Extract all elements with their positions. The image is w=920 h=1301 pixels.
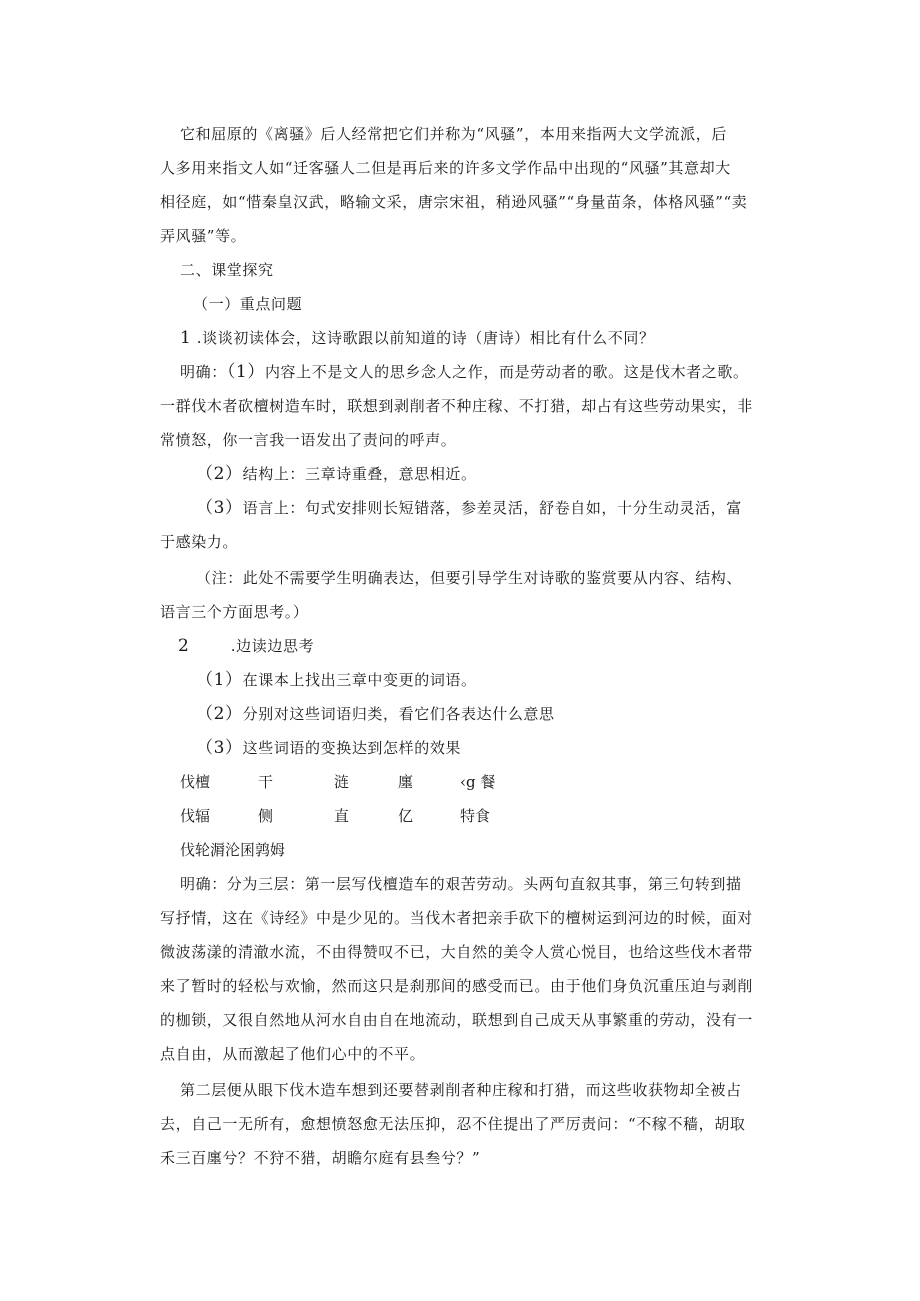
paragraph-line: 人多用来指文人如“迁客骚人二但是再后来的许多文学作品中出现的“风骚”其意却大 [160, 159, 731, 177]
note-line: 语言三个方面思考。） [160, 603, 309, 621]
item-text: 分别对这些词语归类，看它们各表达什么意思 [242, 705, 555, 723]
word-cell: 直 [334, 807, 350, 825]
question-text: .边读边思考 [230, 637, 315, 655]
answer-line [196, 498, 742, 518]
answer-line [196, 464, 477, 484]
answer-line: 微波荡漾的清澈水流，不由得赞叹不已，大自然的美令人赏心悦目，也给这些伐木者带 [160, 943, 753, 961]
word-cell: 特食 [460, 807, 491, 825]
question-text: .谈谈初读体会，这诗歌跟以前知道的诗（唐诗）相比有什么不同？ [196, 329, 655, 347]
list-item [196, 738, 461, 758]
answer-lead: 明确： [180, 363, 227, 381]
word-cell: 伐辐 [180, 807, 211, 825]
item-number: （3） [196, 498, 243, 518]
word-cell: 亿 [398, 807, 414, 825]
list-item [196, 670, 477, 690]
word-cell: 干 [258, 773, 274, 791]
item-number: （3） [196, 738, 243, 758]
paragraph-line: 它和屈原的《离骚》后人经常把它们并称为“风骚”，本用来指两大文学流派，后 [180, 125, 727, 143]
question-number: 2 [178, 636, 190, 656]
item-number: （1） [196, 670, 243, 690]
word-cell: 伐檀 [180, 773, 211, 791]
answer-line: 一群伐木者砍檀树造车时，联想到剥削者不种庄稼、不打猎，却占有这些劳动果实，非 [160, 397, 753, 415]
answer-text: 内容上不是文人的思乡念人之作，而是劳动者的歌。这是伐木者之歌。 [264, 363, 749, 381]
question-number: 1 [180, 328, 192, 348]
paragraph-line: 去，自己一无所有，愈想愤怒愈无法压抑，忍不住提出了严厉责问：“不稼不穑，胡取 [160, 1115, 746, 1133]
answer-line: 来了暂时的轻松与欢愉，然而这只是刹那间的感受而已。由于他们身负沉重压迫与剥削 [160, 977, 753, 995]
question-1 [180, 328, 655, 348]
answer-text: 结构上：三章诗重叠，意思相近。 [242, 465, 477, 483]
list-item [196, 704, 555, 724]
paragraph-line: 禾三百廛兮？不狩不猎，胡瞻尔庭有县叁兮？” [160, 1149, 481, 1167]
answer-text: 语言上：句式安排则长短错落，参差灵活，舒卷自如，十分生动灵活，富 [242, 499, 742, 517]
word-row: 伐轮漘沦囷鹑姆 [180, 841, 286, 859]
paragraph-line: 第二层便从眼下伐木造车想到还要替剥削者种庄稼和打猎，而这些收获物却全被占 [180, 1081, 742, 1099]
word-cell: 涟 [334, 773, 350, 791]
answer-line: 写抒情，这在《诗经》中是少见的。当伐木者把亲手砍下的檀树运到河边的时候，面对 [160, 909, 753, 927]
word-cell: 侧 [258, 807, 274, 825]
answer-line: 点自由，从而激起了他们心中的不平。 [160, 1045, 426, 1063]
question-2 [178, 636, 314, 656]
note-line: （注：此处不需要学生明确表达，但要引导学生对诗歌的鉴赏要从内容、结构、 [196, 569, 743, 587]
section-title: 二、课堂探究 [180, 261, 274, 279]
answer-line [180, 362, 749, 382]
item-number: （2） [196, 704, 243, 724]
item-text: 这些词语的变换达到怎样的效果 [242, 739, 462, 757]
answer-line: 于感染力。 [160, 533, 239, 551]
word-cell: 廛 [398, 773, 414, 791]
answer-line: 的枷锁，又很自然地从河水自由自在地流动，联想到自己成天从事繁重的劳动，没有一 [160, 1011, 753, 1029]
paragraph-line: 弄风骚”等。 [160, 227, 247, 245]
answer-line: 常愤怒，你一言我一语发出了责问的呼声。 [160, 431, 457, 449]
item-text: 在课本上找出三章中变更的词语。 [242, 671, 477, 689]
item-number: （1） [226, 362, 265, 382]
paragraph-line: 相径庭，如“惜秦皇汉武，略输文采，唐宗宋祖，稍逊风骚”“身量苗条，体格风骚”“卖 [160, 193, 748, 211]
answer-line: 明确：分为三层：第一层写伐檀造车的艰苦劳动。头两句直叙其事，第三句转到描 [180, 875, 742, 893]
subsection-title: （一）重点问题 [193, 295, 303, 313]
word-cell: ‹g 餐 [460, 773, 496, 791]
item-number: （2） [196, 464, 243, 484]
